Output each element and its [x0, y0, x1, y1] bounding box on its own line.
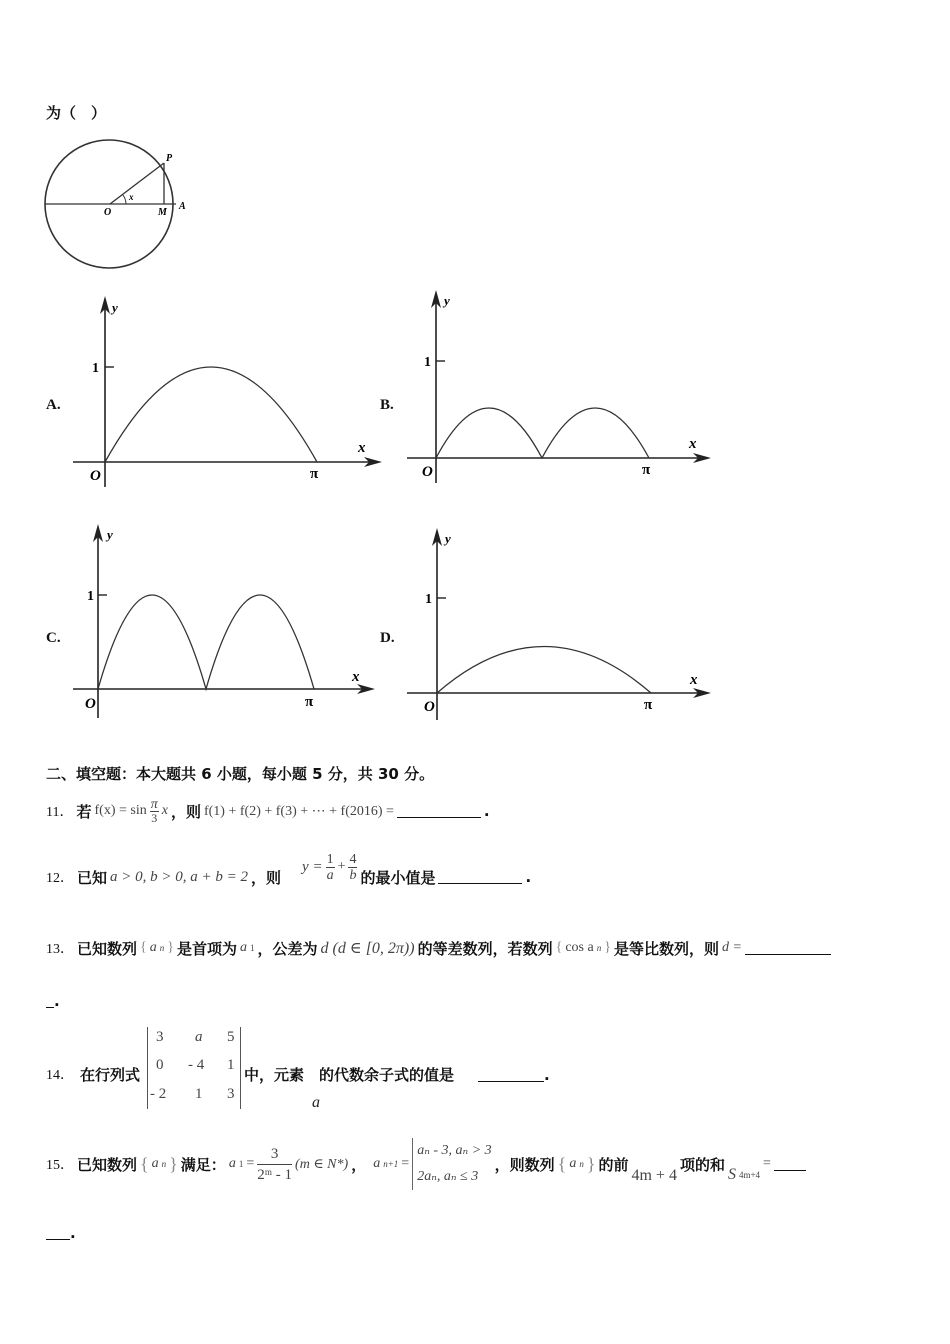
label-x: x: [129, 192, 134, 202]
option-d-graph[interactable]: [404, 524, 724, 724]
unit-circle-figure: [44, 136, 194, 276]
option-a-graph[interactable]: [70, 292, 390, 492]
q13-answer-blank[interactable]: [745, 942, 831, 955]
q15-answer-blank[interactable]: [774, 1158, 806, 1171]
q13-d-expr: d (d ∈ [0, 2π)): [320, 940, 415, 957]
q13-brace-close: }: [167, 940, 174, 955]
q11-expression: f(1) + f(2) + f(3) + ⋯ + f(2016) =: [203, 803, 394, 819]
question-11: [46, 794, 490, 828]
q13-a1: a: [240, 940, 247, 955]
q12-y-eq: y =: [302, 858, 323, 875]
origin-label: O: [422, 464, 433, 480]
option-b-graph[interactable]: [404, 288, 724, 488]
q15-sum: S: [727, 1166, 736, 1183]
q14-element: a: [312, 1094, 320, 1111]
y-axis-label: y: [112, 300, 118, 315]
origin-label: O: [85, 696, 96, 712]
q15-eq: =: [246, 1156, 255, 1171]
label-o: O: [104, 207, 112, 218]
question-13: 13． 已知数列 { a n } 是首项为 a 1 ，公差为 d (d ∈ [0, 2π)) 的等差数列，若数列 { cos a n } 是等比数列，则 d =: [46, 932, 831, 964]
q11-var: x: [161, 803, 168, 818]
q11-func-def: f(x) = sin: [94, 803, 147, 818]
q12-fraction-1: $\frac{1}{a}$: [326, 851, 334, 883]
q11-answer-blank[interactable]: [397, 805, 481, 818]
q12-post: 的最小值是: [360, 868, 436, 887]
q12-plus: +: [337, 859, 346, 874]
q11-end: .: [483, 802, 490, 820]
q13-number: 13．: [46, 942, 74, 957]
q13-continuation: .: [46, 992, 60, 1010]
q15-condition: (m ∈ N*): [295, 1156, 349, 1172]
q13-t1: 是首项为: [176, 939, 237, 958]
q13-brace-open: {: [140, 940, 147, 955]
y-axis-label: y: [444, 293, 450, 308]
q13-cos-seq: cos a: [565, 940, 594, 955]
tick-one: 1: [92, 361, 99, 376]
x-axis-label: x: [689, 436, 697, 452]
question-12: [46, 846, 531, 888]
q11-mid: ，则: [170, 802, 201, 821]
q15-pre: 已知数列: [77, 1155, 138, 1174]
origin-label: O: [90, 468, 101, 484]
pi-label: π: [644, 697, 653, 713]
tick-one: 1: [424, 355, 431, 370]
q15-number: 15．: [46, 1158, 74, 1173]
q15-a1: a: [228, 1156, 236, 1171]
option-d-label[interactable]: D.: [380, 630, 395, 646]
q13-t4: 是等比数列，则: [613, 939, 719, 958]
pi-label: π: [310, 466, 319, 482]
q11-pre: 若: [76, 802, 92, 821]
option-c-label[interactable]: C.: [46, 630, 61, 646]
q12-fraction-2: $\frac{4}{b}$: [349, 851, 357, 883]
q13-seq: a: [149, 940, 157, 955]
label-m: M: [158, 207, 167, 218]
q15-t2: ，则数列: [494, 1155, 555, 1174]
q11-fraction: $\frac{\pi}{3}$: [150, 796, 158, 825]
option-a-label[interactable]: A.: [46, 397, 61, 413]
tick-one: 1: [87, 589, 94, 604]
q15-continuation: .: [46, 1224, 76, 1242]
q15-t3: 的前: [598, 1155, 629, 1174]
q15-rec-eq: =: [401, 1156, 410, 1171]
q14-post: 中，元素 的代数余子式的值是: [244, 1066, 455, 1084]
option-c-graph[interactable]: [70, 520, 390, 720]
x-axis-label: x: [352, 669, 360, 685]
q14-answer: .: [478, 1066, 550, 1084]
q15-t1: 满足：: [180, 1155, 226, 1174]
q15-sum-eq: =: [763, 1156, 771, 1171]
q14-pre: 在行列式: [80, 1066, 141, 1084]
q12-condition: a > 0, b > 0, a + b = 2: [110, 868, 249, 885]
label-p: P: [166, 153, 173, 164]
origin-label: O: [424, 699, 435, 715]
q15-t4: 项的和: [679, 1155, 725, 1174]
q13-blank-tail[interactable]: [46, 995, 54, 1008]
q14-determinant: 3 a 5 0 - 4 1 - 2 1 3: [147, 1027, 241, 1109]
q13-t2: ，公差为: [257, 939, 318, 958]
pi-label: π: [305, 694, 314, 710]
q13-t3: 的等差数列，若数列: [417, 939, 553, 958]
question-stem-tail: 为（ ）: [46, 104, 107, 122]
q15-blank-tail[interactable]: [46, 1227, 70, 1240]
q12-end: .: [525, 868, 532, 886]
q13-pre: 已知数列: [77, 939, 138, 958]
q15-rec: a: [373, 1156, 381, 1171]
q11-number: 11．: [46, 805, 74, 820]
q14-answer-blank[interactable]: [478, 1069, 544, 1082]
label-a: A: [179, 201, 186, 212]
y-axis-label: y: [445, 531, 451, 546]
question-15: 15． 已知数列 { a n } 满足： a 1 = $\frac{3}{\text{2ᵐ - 1}}$ (m ∈ N*) ， a n+1 = aₙ - 3, aₙ > 3 2aₙ, aₙ ≤ 3 ，则数列 { a n } 的前 4m + 4 项的和 S 4m+4 =: [46, 1136, 806, 1192]
q12-mid: ，则: [251, 868, 282, 887]
q15-seq: a: [151, 1156, 159, 1171]
q15-fraction: $\frac{3}{\text{2ᵐ - 1}}$: [257, 1145, 293, 1183]
q15-piecewise: aₙ - 3, aₙ > 3 2aₙ, aₙ ≤ 3: [412, 1138, 491, 1190]
q12-number: 12．: [46, 871, 74, 886]
x-axis-label: x: [358, 440, 366, 456]
q14-number: 14．: [46, 1068, 74, 1083]
q12-pre: 已知: [77, 868, 108, 887]
y-axis-label: y: [107, 527, 113, 542]
q13-d-eq: d =: [721, 940, 742, 955]
x-axis-label: x: [690, 672, 698, 688]
section-title: 二、填空题：本大题共 6 小题，每小题 5 分，共 30 分。: [46, 765, 435, 783]
tick-one: 1: [425, 592, 432, 607]
q15-terms: 4m + 4: [631, 1167, 677, 1184]
option-b-label[interactable]: B.: [380, 397, 394, 413]
q12-answer-blank[interactable]: [438, 871, 522, 884]
pi-label: π: [642, 462, 651, 478]
